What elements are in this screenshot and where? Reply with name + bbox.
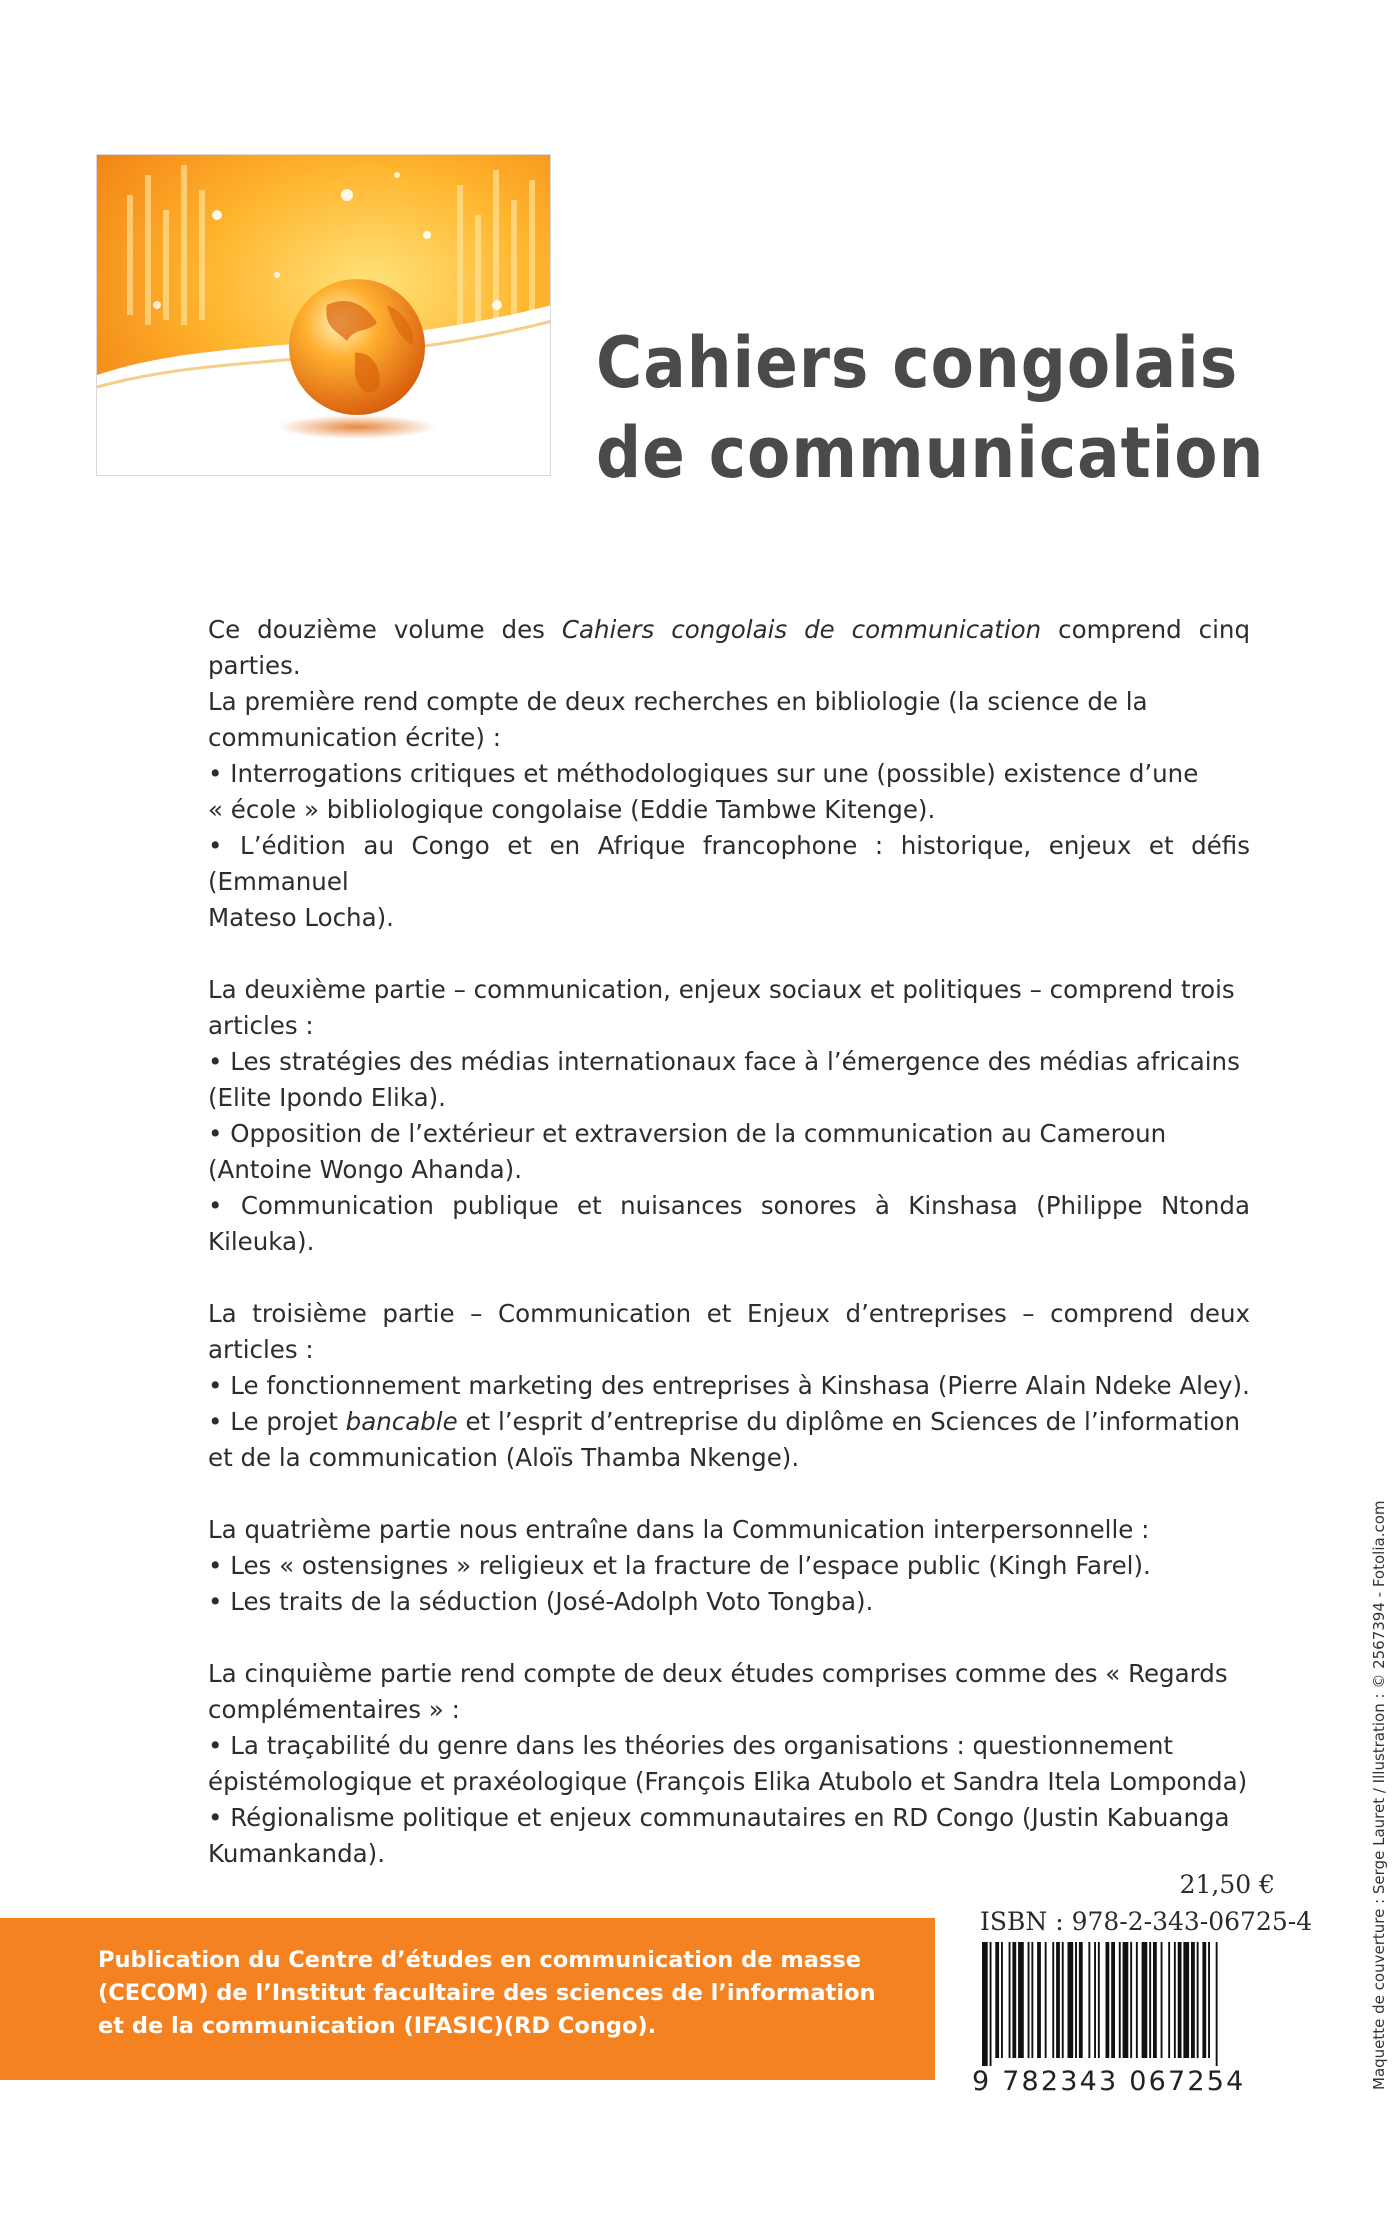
text-line: « école » bibliologique congolaise (Eddie Tambwe Kitenge). (208, 795, 936, 824)
summary-paragraph-2 (208, 972, 1250, 1260)
barcode-digits: 9 782343 067254 (972, 2066, 1246, 2097)
barcode-bar (1098, 1942, 1100, 2058)
barcode-bar (1119, 1942, 1121, 2058)
barcode-bar (1174, 1942, 1176, 2058)
barcode-bar (1216, 1942, 1218, 2066)
series-title-italic: Cahiers congolais de communication (561, 615, 1042, 644)
text-line: • Le fonctionnement marketing des entreprises à Kinshasa (Pierre Alain Ndeke Aley). (208, 1371, 1250, 1400)
text-line: • Les « ostensignes » religieux et la fracture de l’espace public (Kingh Farel). (208, 1551, 1151, 1580)
barcode-bar (1079, 1942, 1083, 2058)
barcode-bar (1052, 1942, 1054, 2058)
text-span: • Le projet (208, 1407, 346, 1436)
barcode-bar (1001, 1942, 1003, 2058)
barcode-bar (1106, 1942, 1110, 2058)
cover-credit: Maquette de couverture : Serge Lauret / Illustration : © 2567394 - Fotolia.com (1370, 1500, 1388, 2090)
text-line (208, 612, 1250, 684)
text-line: articles : (208, 1011, 314, 1040)
barcode-bar (1088, 1942, 1090, 2058)
barcode-bar (1028, 1942, 1030, 2058)
text-line: • Opposition de l’extérieur et extraversion de la communication au Cameroun (208, 1119, 1167, 1148)
text-line: communication écrite) : (208, 723, 501, 752)
text-line: Kumankanda). (208, 1839, 385, 1868)
text-line: et de la communication (Aloïs Thamba Nkenge). (208, 1443, 800, 1472)
barcode-bar (1202, 1942, 1206, 2058)
barcode-bar (1123, 1942, 1129, 2058)
barcode-bar (1191, 1942, 1195, 2058)
publisher-line: Publication du Centre d’études en communication de masse (98, 1947, 862, 1973)
barcode-bar (1037, 1942, 1041, 2058)
text-line: La quatrième partie nous entraîne dans la Communication interpersonnelle : (208, 1515, 1150, 1544)
barcode-bar (982, 1942, 988, 2066)
barcode-bar (1161, 1942, 1163, 2058)
barcode-bar (1142, 1942, 1148, 2058)
barcode-bar (1111, 1942, 1115, 2058)
title-line-2: de communication (596, 412, 1265, 494)
text-line: épistémologique et praxéologique (François Elika Atubolo et Sandra Itela Lomponda) (208, 1767, 1248, 1796)
text-line (208, 1404, 1250, 1440)
italic-word: bancable (345, 1407, 458, 1436)
publisher-line: (CECOM) de l’Institut facultaire des sciences de l’information (98, 1980, 876, 2006)
text-line: La première rend compte de deux recherches en bibliologie (la science de la (208, 687, 1148, 716)
barcode (980, 1942, 1265, 2066)
text-line: Mateso Locha). (208, 903, 394, 932)
barcode-bar (1075, 1942, 1077, 2058)
book-title (596, 318, 1356, 498)
text-line: complémentaires » : (208, 1695, 460, 1724)
barcode-bar (1018, 1942, 1024, 2058)
barcode-bar (990, 1942, 992, 2066)
summary-paragraph-4 (208, 1512, 1250, 1620)
text-line: • Interrogations critiques et méthodologiques sur une (possible) existence d’une (208, 759, 1199, 788)
barcode-bar (1094, 1942, 1096, 2058)
summary-paragraph-3 (208, 1296, 1250, 1476)
text-line: • Les traits de la séduction (José-Adolph Voto Tongba). (208, 1587, 874, 1616)
text-line: • Les stratégies des médias internationaux face à l’émergence des médias africains (208, 1047, 1240, 1076)
barcode-bar (1183, 1942, 1189, 2058)
cover-illustration (96, 154, 551, 476)
text-span: Ce douzième volume des (208, 615, 562, 644)
summary-paragraph-5 (208, 1656, 1250, 1872)
barcode-bar (995, 1942, 999, 2058)
text-line: La troisième partie – Communication et Enjeux d’entreprises – comprend deux articles : (208, 1299, 1250, 1364)
text-line: • La traçabilité du genre dans les théories des organisations : questionnement (208, 1731, 1174, 1760)
text-line: (Elite Ipondo Elika). (208, 1083, 446, 1112)
isbn: ISBN : 978-2-343-06725-4 (980, 1907, 1313, 1936)
text-line: • Régionalisme politique et enjeux communautaires en RD Congo (Justin Kabuanga (208, 1803, 1230, 1832)
barcode-bar (1130, 1942, 1132, 2058)
publisher-line: et de la communication (IFASIC)(RD Congo). (98, 2013, 657, 2039)
text-line: • Communication publique et nuisances sonores à Kinshasa (Philippe Ntonda Kileuka). (208, 1191, 1250, 1256)
back-cover-summary (208, 612, 1250, 1908)
text-span: et l’esprit d’entreprise du diplôme en Sciences de l’information (457, 1407, 1241, 1436)
title-line-1: Cahiers congolais (596, 322, 1239, 404)
barcode-bar (1153, 1942, 1157, 2058)
barcode-bar (1045, 1942, 1047, 2058)
barcode-bar (1168, 1942, 1170, 2058)
barcode-bar (1031, 1942, 1033, 2058)
price: 21,50 € (1179, 1870, 1275, 1899)
barcode-bar (1136, 1942, 1138, 2058)
barcode-bar (1149, 1942, 1151, 2058)
barcode-bar (1056, 1942, 1060, 2058)
barcode-bar (1062, 1942, 1064, 2058)
text-line: (Antoine Wongo Ahanda). (208, 1155, 523, 1184)
text-line: • L’édition au Congo et en Afrique francophone : historique, enjeux et défis (Emmanuel (208, 831, 1250, 896)
text-line: La cinquième partie rend compte de deux études comprises comme des « Regards (208, 1659, 1228, 1688)
barcode-bar (1012, 1942, 1016, 2058)
publisher-statement (98, 1944, 898, 2043)
barcode-bar (1068, 1942, 1074, 2058)
text-line: La deuxième partie – communication, enjeux sociaux et politiques – comprend trois (208, 975, 1235, 1004)
barcode-bar (1178, 1942, 1182, 2058)
barcode-bar (1197, 1942, 1199, 2058)
summary-paragraph-1 (208, 612, 1250, 936)
barcode-bar (1208, 1942, 1210, 2058)
orange-globe-illustration (97, 155, 551, 476)
text-span: comprend cinq parties. (208, 615, 1250, 680)
barcode-bar (1009, 1942, 1011, 2058)
